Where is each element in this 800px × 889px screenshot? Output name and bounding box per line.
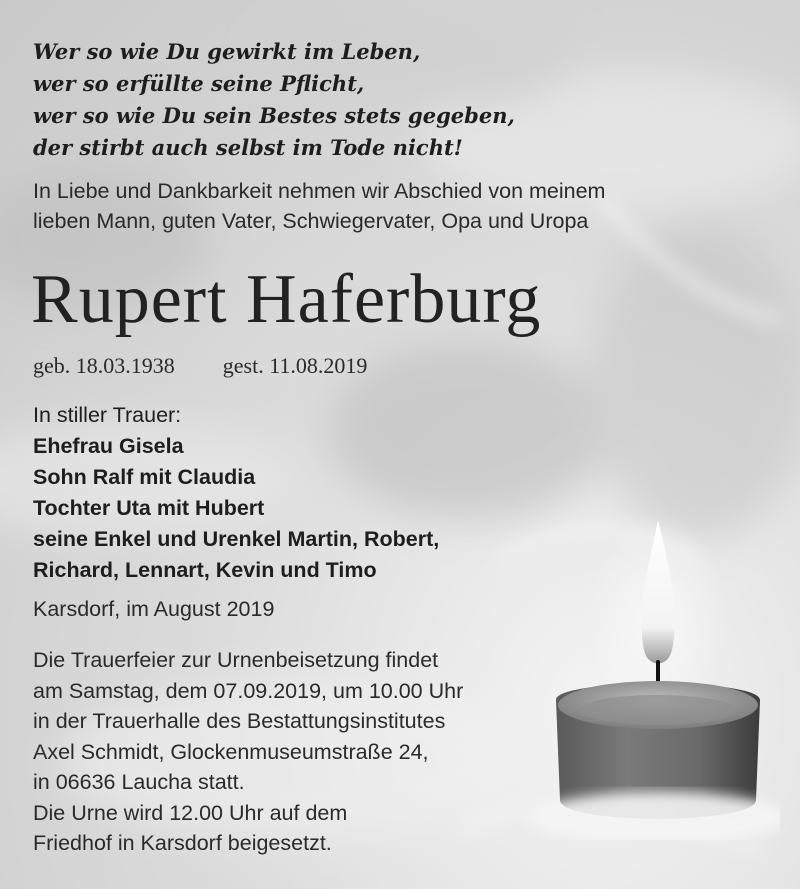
poem-line: der stirbt auch selbst im Tode nicht! — [33, 135, 463, 160]
mourner-line: seine Enkel und Urenkel Martin, Robert, — [33, 527, 440, 551]
intro-line: lieben Mann, guten Vater, Schwiegervater, Opa und Uropa — [33, 209, 589, 233]
mourner-line: Richard, Lennart, Kevin und Timo — [33, 558, 377, 582]
funeral-line: in der Trauerhalle des Bestattungsinstitutes — [33, 709, 446, 733]
mourner-line: Sohn Ralf mit Claudia — [33, 465, 256, 489]
funeral-line: am Samstag, dem 07.09.2019, um 10.00 Uhr — [33, 678, 464, 703]
funeral-line: in 06636 Laucha statt. — [33, 770, 245, 794]
birth-date: geb. 18.03.1938 — [33, 353, 175, 378]
mourner-line: Ehefrau Gisela — [33, 434, 184, 458]
life-dates — [33, 352, 367, 380]
funeral-details — [33, 645, 463, 859]
memorial-poem — [33, 36, 515, 164]
mourners-list — [33, 400, 439, 586]
poem-line: wer so erfüllte seine Pflicht, — [33, 71, 365, 96]
poem-line: wer so wie Du sein Bestes stets gegeben, — [33, 103, 515, 128]
intro-line: In Liebe und Dankbarkeit nehmen wir Abschied von meinem — [33, 179, 606, 203]
funeral-line: Die Trauerfeier zur Urnenbeisetzung findet — [33, 648, 439, 672]
funeral-line: Axel Schmidt, Glockenmuseumstraße 24, — [33, 739, 429, 764]
place-and-date: Karsdorf, im August 2019 — [33, 597, 275, 621]
deceased-name: Rupert Haferburg — [31, 261, 542, 338]
mourner-line: Tochter Uta mit Hubert — [33, 496, 265, 520]
candle-icon — [520, 500, 780, 840]
death-date: gest. 11.08.2019 — [222, 353, 368, 378]
poem-line: Wer so wie Du gewirkt im Leben, — [33, 39, 421, 64]
funeral-line: Die Urne wird 12.00 Uhr auf dem — [33, 800, 348, 825]
funeral-line: Friedhof in Karsdorf beigesetzt. — [33, 831, 332, 855]
farewell-intro — [33, 176, 605, 236]
mourners-heading: In stiller Trauer: — [33, 403, 182, 427]
